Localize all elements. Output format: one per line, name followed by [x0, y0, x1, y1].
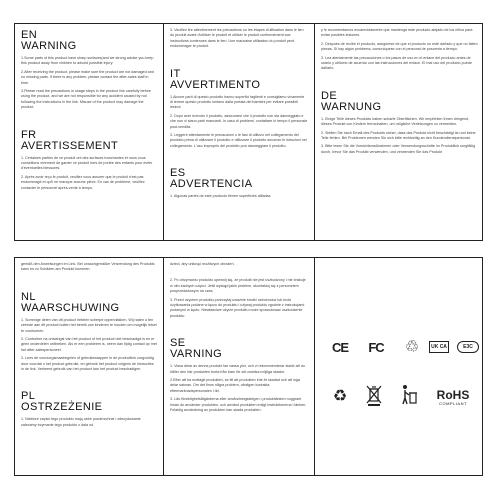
instruction-paragraph: 3. Przed użyciem produktu przeczytaj uważnie środki ostrożności lub kroki użytkowania podane w łączu do produktu i używaj produktu zgodnie z instrukcjami podanymi w łączu. Niewłaściwe użycie produktu może spowodować uszkodzenie produktu. [170, 297, 305, 318]
instruction-paragraph: 1. Einige Teile dieses Produkts haben scharfe Oberflächen. Wir empfehlen Ihnen dringend, dieses Produkt von Kindern fernzuhalten, um mögliche Verletzungen zu vermeiden. [321, 116, 470, 127]
section-title: WARNUNG [321, 100, 382, 113]
section-title: ADVERTENCIA [170, 178, 253, 191]
top-column-2 [164, 24, 315, 240]
section-title: WAARSCHUWING [21, 301, 120, 314]
instruction-paragraph: gemäß den Anweisungen im Link. Bei unsachgemäßer Verwendung des Produkts kann es zu Schäden am Produkt kommen. [21, 262, 155, 272]
section-title: OSTRZEŻENIE [21, 401, 103, 414]
instruction-paragraph: 1.Alcune parti di questo prodotto hanno superfici taglienti e consigliamo vivamente di tenere questo prodotto lontano dalla portata dei bambini per evitare possibili lesioni. [170, 94, 305, 110]
instruction-paragraph: 2.After receiving the product, please make sure the product are not damaged and no missing parts. If there is any problem, please contact the after-sales staff in time. [21, 69, 154, 85]
section-title: VARNING [170, 348, 223, 361]
recycle-triangle-icon: ♲ [404, 339, 420, 356]
section-title: WARNING [21, 40, 77, 52]
instruction-paragraph: 3. Veuillez lire attentivement les précautions ou les étapes d'utilisation dans le lien du produit avant d'utiliser le produit et utiliser le produit conformément aux instructions contenues dans le lien. Une mauvaise utilisation du produit peut endommager le produit. [170, 28, 304, 49]
section-spacer [170, 152, 308, 166]
section-spacer [21, 114, 157, 128]
language-code: EN [21, 29, 38, 41]
instruction-paragraph: 1. Niektóre części tego produktu mają ostre powierzchnie i zdecydowanie zalecamy trzymanie tego produktu z dala od [21, 417, 141, 427]
section-spacer [321, 75, 478, 89]
instruction-paragraph: 1. Vissa delar av denna produkt har vassa ytor, och vi rekommenderar starkt att du håller den här produkten borta från barn för att undvika möjliga skador. [170, 364, 305, 374]
instruction-sheet-top [14, 23, 483, 241]
paragraph-spacer [170, 270, 308, 278]
instruction-paragraph: 2.Efter att ha mottagit produkten, se till att produkten inte är skadad och att inga delar saknas. Om det finns några problem, vänligen kontakta eftermarknadspersonalen i tid. [170, 378, 300, 393]
language-code: DE [321, 89, 338, 102]
instruction-sheet-bottom [14, 257, 483, 476]
language-code: NL [21, 290, 36, 303]
rohs-label: RoHS [436, 387, 470, 402]
instruction-paragraph: 3.Please read the precautions in usage steps in the product link carefully before using the product, and we are not responsible for any accident caused by not following the instructions in the link. Misuse of the product may damage the product. [21, 89, 151, 110]
bottom-column-3 [315, 258, 484, 475]
ce-mark-icon: CE [331, 339, 349, 355]
section-spacer [170, 53, 308, 67]
language-code: IT [170, 67, 181, 80]
instruction-paragraph: 2. Después de recibir el producto, asegúrese de que el producto no esté dañado y que no falten piezas. Si hay algún problema, comuníquese con el personal de posventa a tiempo. [321, 41, 478, 52]
section-spacer [21, 276, 157, 290]
instruction-paragraph: 2. Stellen Sie nach Erhalt des Produkts sicher, dass das Produkt nicht beschädigt ist und keine Teile fehlen. Bei Problemen wenden Sie sich bitte rechtzeitig an den Kundendienstpersonal. [321, 130, 476, 141]
e-mark-icon: E3C [457, 341, 479, 353]
top-column-1 [15, 24, 164, 240]
rohs-compliant-label: COMPLIANT [439, 400, 467, 406]
top-column-3 [315, 24, 484, 240]
trash-person-icon [399, 383, 419, 407]
instruction-paragraph: 3. Leggere attentamente le precauzioni o le fasi di utilizzo nel collegamento del prodotto prima di utilizzare il prodotto e utilizzare il prodotto secondo le istruzioni nel collegamento. L'uso improprio del prodotto può danneggiare il prodotto. [170, 133, 307, 148]
instruction-paragraph: 2. Après avoir reçu le produit, veuillez vous assurer que le produit n'est pas endommagé et qu'il ne manque aucune pièce. En cas de problème, veuillez contacter le personnel après-vente à temps. [21, 174, 145, 190]
instruction-paragraph: 1. Algunas partes de este producto tienen superficies afiladas [170, 194, 271, 199]
instruction-paragraph: 1.Some parts of this product have sharp surfaces(and we strong advise you keep this product away from children to advoid possible injury. [21, 56, 154, 66]
fcc-mark-icon: FC [368, 339, 384, 355]
instruction-paragraph: 2. Po otrzymaniu produktu upewnij się, że produkt nie jest uszkodzony i nie brakuje w nim żadnych części. Jeśli wystąpi jakiś problem, skontaktuj się z personelem posprzedażowym na czas. [170, 278, 306, 294]
instruction-paragraph: 2. Dopo aver ricevuto il prodotto, assicurarsi che il prodotto non sia danneggiato e che non vi siano parti mancanti. In caso di problemi, contattare in tempo il personale post-vendita. [170, 113, 308, 129]
language-code: FR [21, 128, 37, 141]
mobius-recycle-icon: ♻ [332, 388, 348, 405]
no-bin-icon [365, 383, 383, 407]
section-spacer [170, 322, 308, 336]
instruction-paragraph: dzieci, aby uniknąć możliwych obrażeń. [170, 262, 235, 266]
rohs-mark-icon [429, 386, 477, 408]
language-code: PL [21, 390, 36, 403]
instruction-paragraph: 2. Controleer na ontvangst van het product of het product niet beschadigd is en er geen onderdelen ontbreken. Als er een probleem is, neem dan tijdig contact op met het after-salespersoneel. [21, 337, 157, 352]
instruction-paragraph: y le recomendamos encarecidamente que mantenga este producto alejado de los niños para evitar posibles lesiones. [321, 28, 473, 38]
instruction-paragraph: 3. Lees de voorzorgsmaatregelen of gebruiksstappen in de productlink zorgvuldig door voordat u het product gebruikt, en gebruik het product volgens de instructies in de link. Verkeerd gebruik van het product kan het product beschadigen. [21, 356, 154, 372]
instruction-paragraph: 1. Certaines parties de ce produit ont des surfaces tranchantes et nous vous conseillons vivement de garder ce produit hors de portée des enfants pour éviter d'éventuelles blessures. [21, 155, 153, 171]
bottom-column-2 [164, 258, 315, 475]
language-code: ES [170, 167, 186, 180]
ukca-mark-icon: UK CA [429, 341, 449, 353]
section-title: AVVERTIMENTO [170, 78, 261, 91]
instruction-paragraph: 1. Sommige delen van dit product hebben scherpe oppervlakken. Wij raden u ten zeerste aan dit product buiten het bereik van kinderen te houden om mogelijk letsel te voorkomen. [21, 317, 157, 333]
bottom-column-1 [15, 258, 164, 475]
section-title: AVERTISSEMENT [21, 139, 119, 152]
instruction-paragraph: 3. Bitte lesen Sie die Vorsichtsmaßnahmen oder Verwendungsschritte im Produktlink sorgfältig durch, bevor Sie das Produkt verwenden, und verwenden Sie das Produkt [321, 144, 476, 154]
section-spacer [21, 375, 157, 389]
instruction-paragraph: 3. Läs försiktighetsåtgärderna eller användningsstegen i produktlänken noggrant innan du använder produkten, och använd produkten enligt instruktionerna i länken. Felaktig användning av produkten kan skada produkten. [170, 397, 307, 413]
instruction-paragraph: 3. Lea atentamente las precauciones o los pasos de uso en el enlace del producto antes de usarlo y utilícelo de acuerdo con las instrucciones del enlace. El mal uso del producto puede dañarlo. [321, 55, 472, 71]
language-code: SE [170, 337, 186, 350]
